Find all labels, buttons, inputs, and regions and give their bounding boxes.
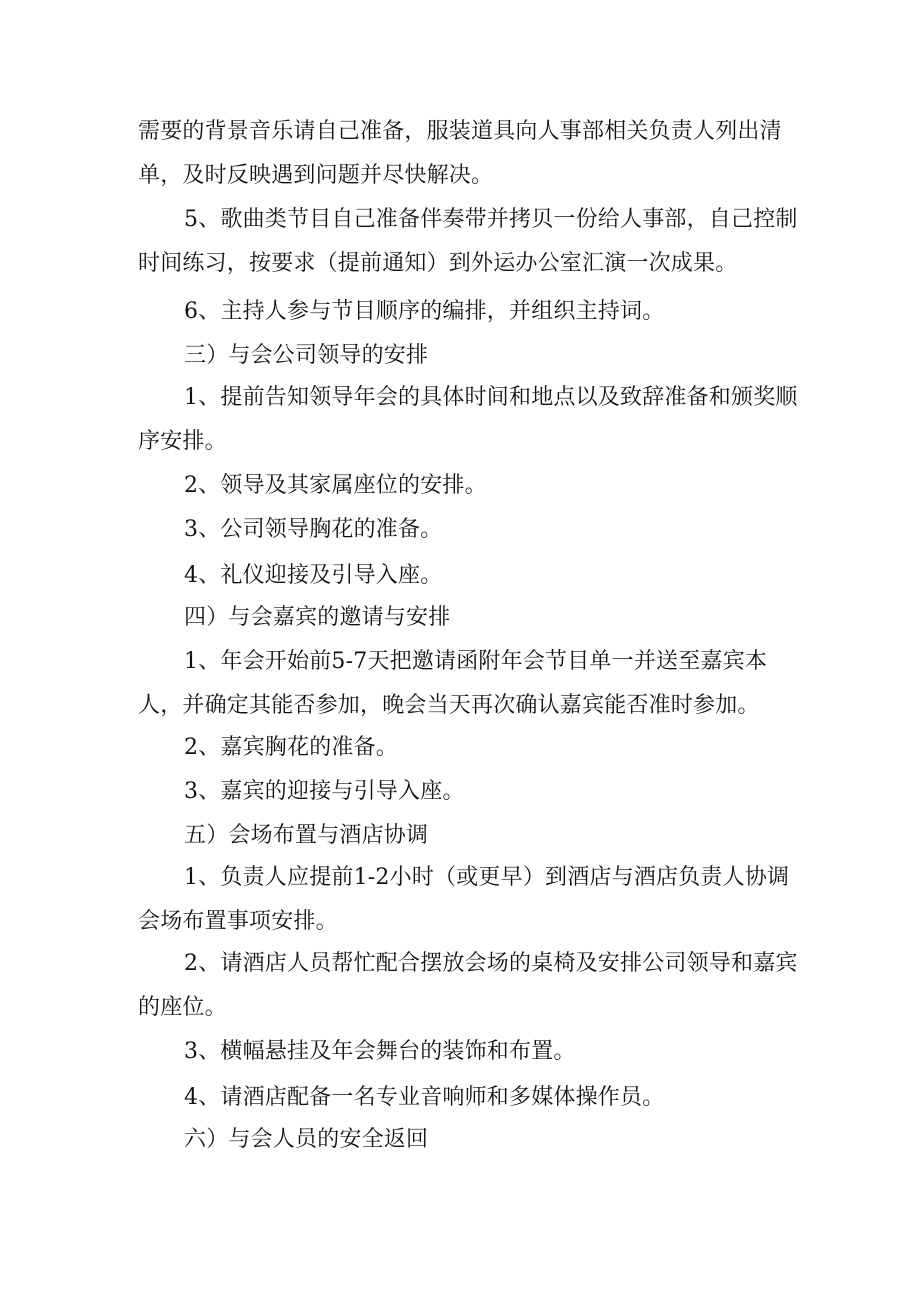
paragraph-4: 1、提前告知领导年会的具体时间和地点以及致辞准备和颁奖顺序安排。 <box>138 385 798 454</box>
paragraph-9: 2、嘉宾胸花的准备。 <box>184 735 398 760</box>
section-heading-6: 六）与会人员的安全返回 <box>184 1127 429 1152</box>
section-heading-5: 五）会场布置与酒店协调 <box>184 823 429 848</box>
paragraph-11: 1、负责人应提前1-2小时（或更早）到酒店与酒店负责人协调会场布置事项安排。 <box>138 865 790 934</box>
paragraph-5: 2、领导及其家属座位的安排。 <box>184 473 487 498</box>
paragraph-14: 4、请酒店配备一名专业音响师和多媒体操作员。 <box>184 1085 665 1110</box>
paragraph-3: 6、主持人参与节目顺序的编排，并组织主持词。 <box>184 299 665 324</box>
paragraph-13: 3、横幅悬挂及年会舞台的装饰和布置。 <box>184 1039 576 1064</box>
paragraph-10: 3、嘉宾的迎接与引导入座。 <box>184 779 465 804</box>
section-heading-4: 四）与会嘉宾的邀请与安排 <box>184 605 451 630</box>
paragraph-8: 1、年会开始前5-7天把邀请函附年会节目单一并送至嘉宾本人，并确定其能否参加，晚会当天再次确认嘉宾能否准时参加。 <box>138 649 768 718</box>
paragraph-7: 4、礼仪迎接及引导入座。 <box>184 563 443 588</box>
paragraph-2: 5、歌曲类节目自己准备伴奏带并拷贝一份给人事部，自己控制时间练习，按要求（提前通知）到外运办公室汇演一次成果。 <box>138 207 798 276</box>
paragraph-12: 2、请酒店人员帮忙配合摆放会场的桌椅及安排公司领导和嘉宾的座位。 <box>138 951 798 1020</box>
section-heading-3: 三）与会公司领导的安排 <box>184 343 429 368</box>
paragraph-1: 需要的背景音乐请自己准备，服装道具向人事部相关负责人列出清单，及时反映遇到问题并尽快解决。 <box>138 119 782 188</box>
paragraph-6: 3、公司领导胸花的准备。 <box>184 517 443 542</box>
